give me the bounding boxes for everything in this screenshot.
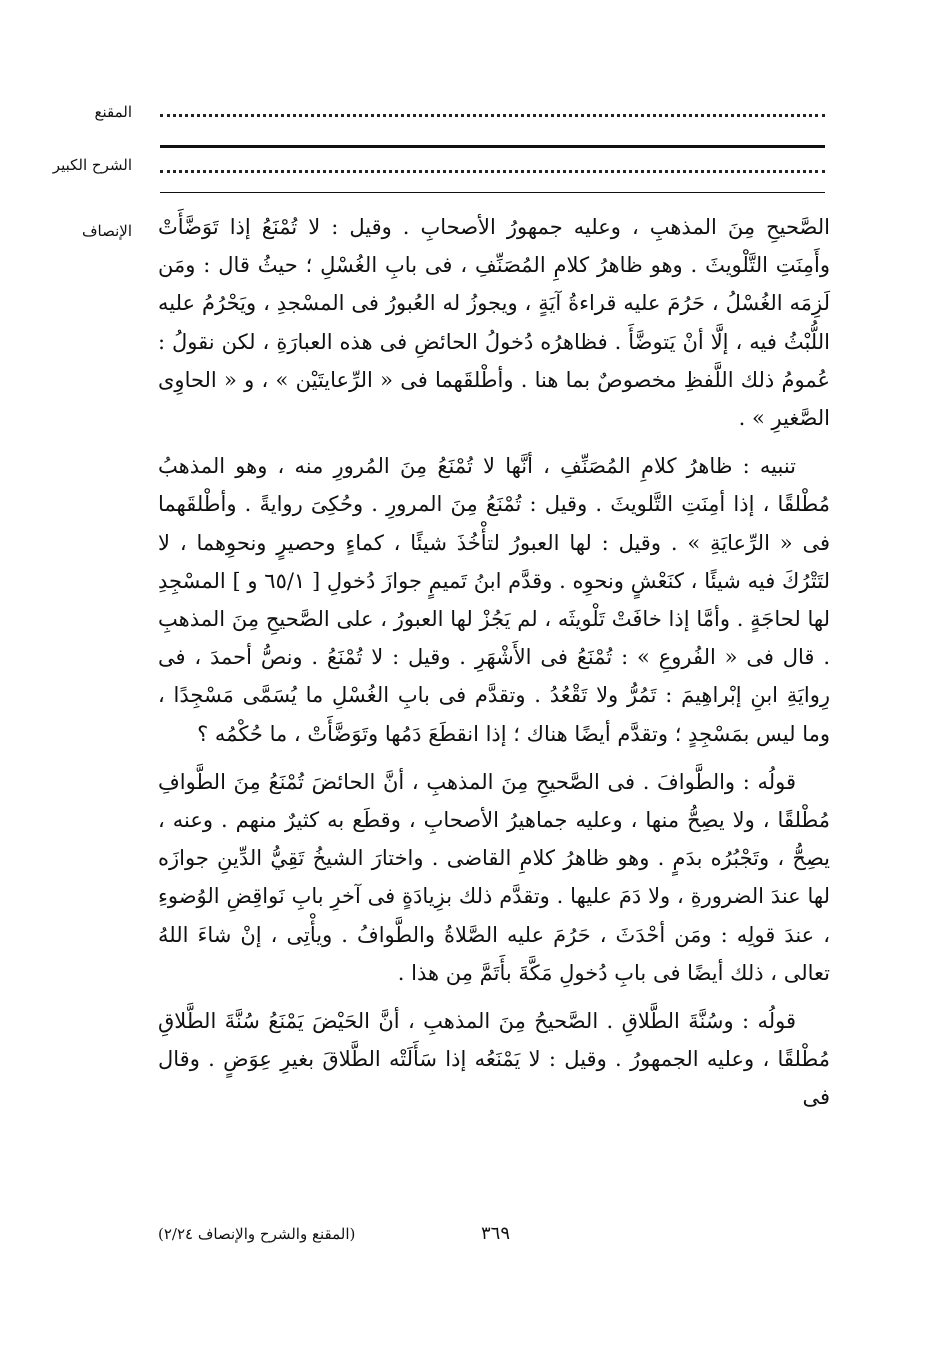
insaf-body [158, 208, 830, 1127]
label-insaf: الإنصاف [81, 222, 132, 240]
paragraph-tawaf: قولُه : والطَّوافَ . فى الصَّحيحِ مِنَ المذهبِ ، أنَّ الحائضَ تُمْنَعُ مِنَ الطَّوافِ مُطْلقًا ، ولا يصِحُّ منها ، وعليه جماهيرُ الأصحابِ ، وقطَع به كثيرٌ منهم . وعنه ، يصِحُّ ، وتَجْبُرُه بدَمٍ . وهو ظاهرُ كلامِ القاضى . واختارَ الشيخُ تَقِيُّ الدِّينِ جوازَه لها عندَ الضرورةِ ، ولا دَمَ عليها . وتقدَّم ذلك بزِيادَةٍ فى آخرِ بابِ نَواقِضِ الوُضوءِ ، عندَ قولِه : ومَن أحْدَثَ ، حَرُمَ عليه الصَّلاةُ والطَّوافُ . ويأْتِى ، إنْ شاءَ اللهُ تعالى ، ذلك أيضًا فى بابِ دُخولِ مَكَّةَ بأَتَمَّ مِن هذا . [158, 769, 830, 985]
divider-line-thin [160, 192, 825, 193]
paragraph-continuation: الصَّحيحِ مِنَ المذهبِ ، وعليه جمهورُ الأصحابِ . وقيل : لا تُمْنَعُ إذا تَوَضَّأَتْ وأَمِنَتِ التَّلْويثَ . وهو ظاهرُ كلامِ المُصَنِّفِ ، فى بابِ الغُسْلِ ؛ حيثُ قال : ومَن لَزِمَه الغُسْلُ ، حَرُمَ عليه قراءةُ آيَةٍ ، ويجوزُ له العُبورُ فى المسْجدِ ، ويَحْرُمُ عليه اللُّبْثُ فيه ، إلَّا أنْ يَتوضَّأَ . فظاهرُه دُخولُ الحائضِ فى هذه العبارَةِ ، لكن نقولُ : عُمومُ ذلك اللَّفظِ مخصوصٌ بما هنا . وأطْلقَهما فى « الرِّعايتَيْن » ، و « الحاوِى الصَّغيرِ » . [158, 215, 830, 431]
label-sharh: الشرح الكبير [52, 156, 132, 174]
paragraph-tanbih: تنبيه : ظاهرُ كلامِ المُصَنِّفِ ، أنَّها لا تُمْنَعُ مِنَ المُرورِ منه ، وهو المذهبُ مُطْلقًا ، إذا أمِنَتِ التَّلويثَ . وقيل : تُمْنَعُ مِنَ المرورِ . وحُكِىَ روايةً . وأطْلقَهما فى « الرِّعايَةِ » . وقيل : لها العبورُ لتأْخُذَ شيئًا ، كماءٍ وحصيرٍ ونحوِهما ، لا لتَتْرُكَ فيه شيئًا ، كنَعْشٍ ونحوِه . وقدَّم ابنُ تَميمٍ جوازَ دُخولِ [ ٦٥/١ و ] المسْجِدِ لها لحاجَةٍ . وأمَّا إذا خافَتْ تَلْويثَه ، لم يَجُزْ لها العبورُ ، على الصَّحيحِ مِنَ المذهبِ . قال فى « الفُروعِ » : تُمْنَعُ فى الأَشْهَرِ . وقيل : لا تُمْنَعُ . ونصُّ أحمدَ ، فى رِوايَةِ ابنِ إبْراهِيمَ : تَمُرُّ ولا تَقْعُدُ . وتقدَّم فى بابِ الغُسْلِ ما يُسَمَّى مَسْجِدًا ، وما ليس بمَسْجِدٍ ؛ وتقدَّم أيضًا هناك ؛ إذا انقطَعَ دَمُها وتَوَضَّأَتْ ، ما حُكْمُه ؟ [158, 454, 830, 746]
source-reference: (المقنع والشرح والإنصاف ٢/٢٤) [158, 1225, 356, 1243]
muqni-dotted-line [160, 114, 825, 117]
paragraph-talaq: قولُه : وسُنَّةَ الطَّلاقِ . الصَّحيحُ مِنَ المذهبِ ، أنَّ الحَيْضَ يَمْنَعُ سُنَّةَ الطَّلاقِ مُطْلقًا ، وعليه الجمهورُ . وقيل : لا يَمْنَعُه إذا سَأَلَتْه الطَّلاقَ بغيرِ عِوَضٍ . وقال فى [158, 1009, 830, 1110]
label-muqni: المقنع [94, 103, 132, 121]
page-footer [150, 1223, 830, 1247]
page-number: ٣٦٩ [480, 1223, 510, 1244]
divider-line [160, 145, 825, 148]
sharh-dotted-line [160, 170, 825, 173]
